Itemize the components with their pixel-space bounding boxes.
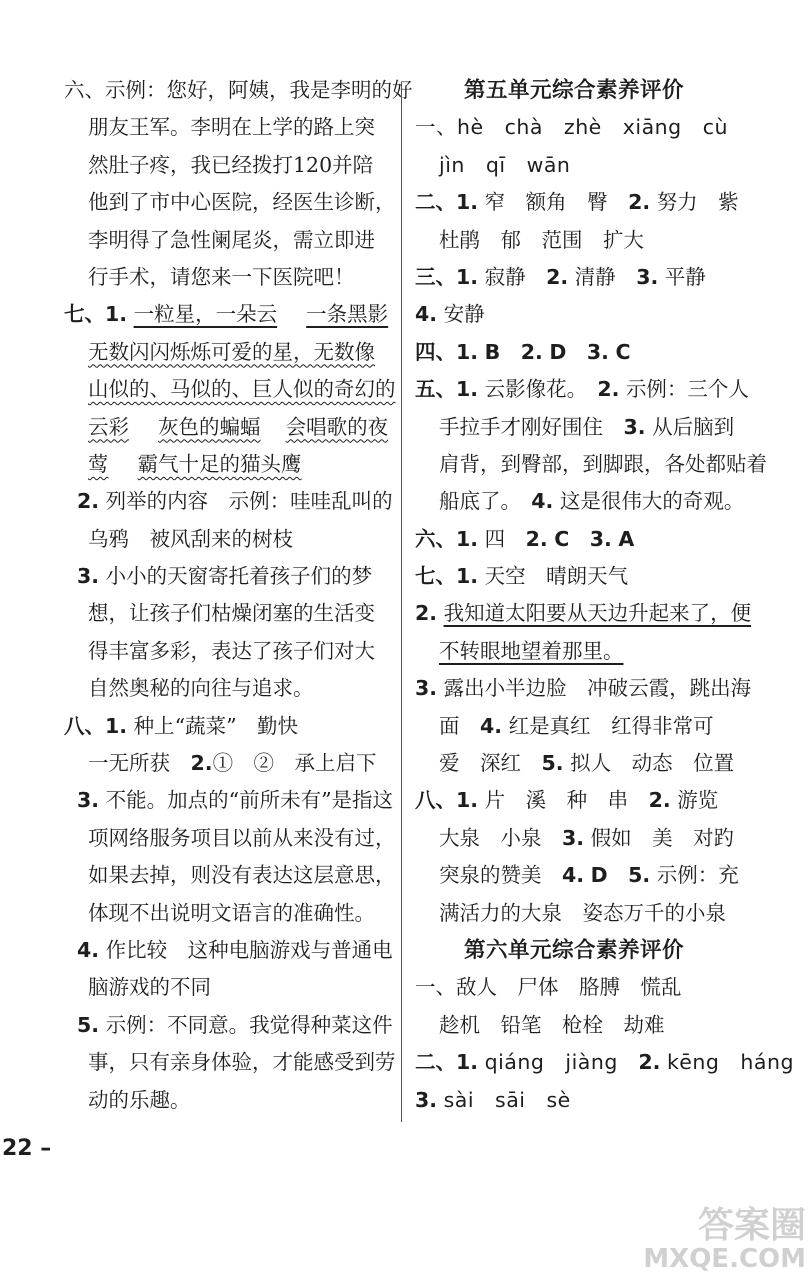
answer-line: 2. 列举的内容 示例：哇哇乱叫的 bbox=[77, 489, 393, 514]
answer-line: 得丰富多彩，表达了孩子们对大 bbox=[88, 638, 375, 663]
answer-line: 二、1. 窄 额角 臀 2. 努力 紫 bbox=[415, 190, 739, 215]
answer-line: 朋友王军。李明在上学的路上突 bbox=[88, 115, 375, 140]
unit5-title: 第五单元综合素养评价 bbox=[463, 78, 684, 103]
answer-line: 七、1. 一粒星，一朵云 一条黑影 bbox=[64, 302, 389, 327]
answer-line: 满活力的大泉 姿态万千的小泉 bbox=[439, 900, 726, 925]
page-number: 22 – bbox=[2, 1136, 52, 1161]
answer-line: 八、1. 片 溪 种 串 2. 游览 bbox=[415, 788, 719, 813]
watermark-logo bbox=[636, 1206, 806, 1276]
underlined-answer: 不转眼地望着那里。 bbox=[439, 638, 624, 663]
watermark-text: 答案圈 bbox=[697, 1205, 806, 1246]
answer-line: jìn qī wān bbox=[439, 152, 571, 177]
answer-line: 一、hè chà zhè xiāng cù bbox=[415, 115, 728, 140]
wavy-underlined-answer: 云彩 bbox=[88, 414, 129, 439]
answer-line: 五、1. 云影像花。 2. 示例：三个人 bbox=[415, 377, 749, 402]
answer-line: 四、1. B 2. D 3. C bbox=[415, 339, 631, 364]
answer-line: 4. 作比较 这种电脑游戏与普通电 bbox=[77, 937, 393, 962]
answer-line: 趁机 铅笔 枪栓 劫难 bbox=[439, 1012, 665, 1037]
answer-line bbox=[64, 446, 394, 483]
wavy-underlined-answer: 霸气十足的猫头鹰 bbox=[137, 451, 302, 476]
watermark-url: MXQE.COM bbox=[643, 1244, 806, 1274]
wavy-underlined-answer: 莺 bbox=[88, 451, 109, 476]
answer-line: 一、敌人 尸体 胳膊 慌乱 bbox=[415, 975, 682, 1000]
answer-line: 手拉手才刚好围住 3. 从后脑到 bbox=[439, 414, 735, 439]
answer-line: 大泉 小泉 3. 假如 美 对趵 bbox=[439, 825, 735, 850]
answer-line: 如果去掉，则没有表达这层意思， bbox=[88, 863, 396, 888]
answer-line bbox=[64, 371, 394, 408]
answer-line bbox=[64, 334, 394, 371]
answer-line: 三、1. 寂静 2. 清静 3. 平静 bbox=[415, 264, 706, 289]
answer-line: 体现不出说明文语言的准确性。 bbox=[88, 900, 375, 925]
answer-line: 项网络服务项目以前从来没有过， bbox=[88, 825, 396, 850]
wavy-underlined-answer: 无数闪闪烁烁可爱的星，无数像 bbox=[88, 339, 375, 364]
answer-line: 他到了市中心医院，经医生诊断， bbox=[88, 190, 396, 215]
answer-line: 六、1. 四 2. C 3. A bbox=[415, 526, 635, 551]
answer-line: 李明得了急性阑尾炎，需立即进 bbox=[88, 227, 375, 252]
wavy-underlined-answer: 灰色的蝙蝠 bbox=[158, 414, 261, 439]
answer-line: 面 4. 红是真红 红得非常可 bbox=[439, 713, 714, 738]
answer-line: 脑游戏的不同 bbox=[88, 975, 211, 1000]
answer-line: 船底了。 4. 这是很伟大的奇观。 bbox=[439, 489, 745, 514]
answer-line: 2. 我知道太阳要从天边升起来了，便 bbox=[415, 601, 752, 626]
answer-line: 八、1. 种上“蔬菜” 勤快 bbox=[64, 713, 299, 738]
answer-line: 动的乐趣。 bbox=[88, 1087, 191, 1112]
answer-line: 3. 不能。加点的“前所未有”是指这 bbox=[77, 788, 394, 813]
wavy-underlined-answer: 山似的、马似的、巨人似的奇幻的 bbox=[88, 377, 396, 402]
answer-line bbox=[64, 409, 394, 446]
underlined-answer: 一条黑影 bbox=[306, 302, 389, 327]
underlined-answer: 一粒星，一朵云 bbox=[133, 302, 278, 327]
answer-line: 六、示例：您好，阿姨，我是李明的好 bbox=[64, 78, 413, 102]
right-column bbox=[415, 72, 794, 1119]
answer-line: 肩背，到臀部，到脚跟，各处都贴着 bbox=[439, 451, 767, 476]
answer-line: 乌鸦 被风刮来的树枝 bbox=[88, 526, 293, 551]
answer-line: 3. sài sāi sè bbox=[415, 1087, 571, 1112]
answer-line: 4. 安静 bbox=[415, 302, 485, 327]
underlined-answer: 我知道太阳要从天边升起来了，便 bbox=[443, 601, 752, 626]
answer-line: 自然奥秘的向往与追求。 bbox=[88, 676, 314, 701]
answer-line: 七、1. 天空 晴朗天气 bbox=[415, 564, 629, 589]
answer-line bbox=[415, 633, 733, 670]
answer-line: 然肚子疼，我已经拨打120并陪 bbox=[88, 152, 374, 177]
answer-line: 想，让孩子们枯燥闭塞的生活变 bbox=[88, 601, 375, 626]
answer-line: 5. 示例：不同意。我觉得种菜这件 bbox=[77, 1012, 393, 1037]
answer-line: 事，只有亲身体验，才能感受到劳 bbox=[88, 1050, 396, 1075]
answer-line: 3. 小小的天窗寄托着孩子们的梦 bbox=[77, 564, 373, 589]
answer-line: 二、1. qiáng jiàng 2. kēng háng bbox=[415, 1050, 794, 1075]
answer-line: 突泉的赞美 4. D 5. 示例：充 bbox=[439, 863, 739, 888]
unit6-title: 第六单元综合素养评价 bbox=[463, 937, 684, 963]
answer-line: 爱 深红 5. 拟人 动态 位置 bbox=[439, 751, 735, 776]
column-divider bbox=[401, 82, 402, 1122]
answer-line: 一无所获 2.① ② 承上启下 bbox=[88, 751, 377, 776]
answer-line: 杜鹃 郁 范围 扩大 bbox=[439, 227, 644, 252]
left-column bbox=[64, 72, 413, 1119]
answer-line: 3. 露出小半边脸 冲破云霞，跳出海 bbox=[415, 676, 752, 701]
answer-line: 行手术，请您来一下医院吧！ bbox=[88, 264, 355, 289]
wavy-underlined-answer: 会唱歌的夜 bbox=[285, 414, 389, 439]
